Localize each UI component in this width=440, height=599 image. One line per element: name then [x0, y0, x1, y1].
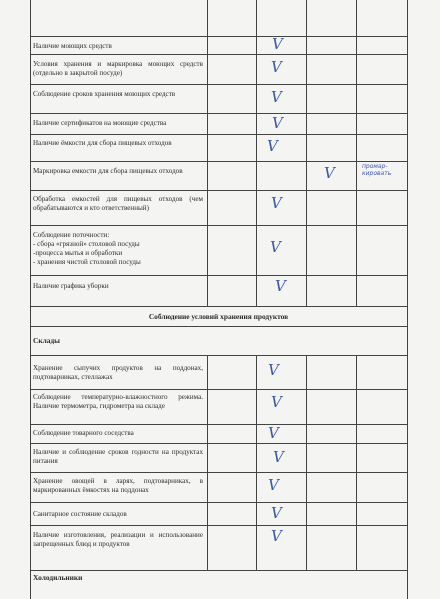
row-divider — [30, 570, 407, 571]
checklist-item-text: Наличие моющих средств — [33, 42, 112, 50]
checklist-item-text: Санитарное состояние складов — [33, 510, 127, 518]
checkmark: V — [268, 424, 279, 442]
row-divider — [30, 424, 407, 425]
checkmark: V — [271, 88, 282, 106]
column-divider — [356, 0, 357, 306]
checkmark: V — [271, 58, 282, 76]
row-divider — [30, 36, 407, 37]
checkmark: V — [272, 35, 283, 53]
subsection-title-warehouses: Склады — [33, 336, 60, 345]
checklist-item-text: Соблюдение товарного соседства — [33, 429, 134, 437]
column-divider — [256, 0, 257, 306]
row-divider — [30, 443, 407, 444]
checkmark: V — [273, 448, 284, 466]
column-divider — [256, 355, 257, 570]
row-divider — [30, 355, 407, 356]
column-divider — [207, 0, 208, 306]
checklist-item-text: Хранение овощей в ларях, подтоварниках, в маркированных ёмкостях на поддонах — [33, 477, 203, 494]
row-divider — [30, 134, 407, 135]
checklist-item-text: Условия хранения и маркировка моющих средств (отдельно в закрытой посуде) — [33, 60, 203, 77]
column-divider — [207, 355, 208, 570]
row-divider — [30, 502, 407, 503]
checkmark: V — [271, 393, 282, 411]
checkmark: V — [324, 164, 335, 182]
checkmark: V — [267, 137, 278, 155]
checklist-item-text: Наличие и соблюдение сроков годности на продуктах питания — [33, 448, 203, 465]
checklist-item-text: Соблюдение поточности: - сбора «грязной» столовой посуды -процесса мытья и обработки - хранения чистой столовой посуды — [33, 231, 141, 266]
checkmark: V — [271, 527, 282, 545]
checklist-item-text: Наличие графика уборки — [33, 282, 109, 290]
row-divider — [30, 275, 407, 276]
checklist-item-text: Обработка емкостей для пищевых отходов (чем обрабатываются и кто ответственный) — [33, 195, 203, 212]
row-divider — [30, 389, 407, 390]
row-divider — [30, 306, 407, 307]
checkmark: V — [272, 114, 283, 132]
row-divider — [30, 525, 407, 526]
row-divider — [30, 326, 407, 327]
checklist-item-text: Соблюдение сроков хранения моющих средств — [33, 90, 176, 98]
column-divider — [306, 355, 307, 570]
row-divider — [30, 225, 407, 226]
row-divider — [30, 472, 407, 473]
row-divider — [30, 84, 407, 85]
checkmark: V — [271, 194, 282, 212]
checklist-item-text: Маркировка емкости для сбора пищевых отходов — [33, 167, 183, 175]
row-divider — [30, 190, 407, 191]
row-divider — [30, 161, 407, 162]
checkmark: V — [270, 238, 281, 256]
handwritten-note: промар- кировать — [362, 163, 392, 177]
subsection-title-fridges: Холодильники — [33, 573, 83, 582]
row-divider — [30, 54, 407, 55]
table-right-border — [407, 0, 408, 599]
checkmark: V — [271, 504, 282, 522]
checkmark: V — [275, 277, 286, 295]
checkmark: V — [268, 361, 279, 379]
checklist-item-text: Соблюдение температурно-влажностного режима. Наличие термометра, гидрометра на складе — [33, 393, 203, 410]
column-divider — [356, 355, 357, 570]
checklist-item-text: Хранение сыпучих продуктов на поддонах, подтоварниках, стеллажах — [33, 364, 203, 381]
section-title: Соблюдение условий хранения продуктов — [148, 312, 289, 321]
checklist-item-text: Наличие изготовления, реализации и использование запрещенных блюд и продуктов — [33, 531, 203, 548]
column-divider — [306, 0, 307, 306]
checkmark: V — [268, 476, 279, 494]
row-divider — [30, 113, 407, 114]
checklist-item-text: Наличие сертификатов на моющие средства — [33, 119, 167, 127]
table-left-border — [30, 0, 31, 599]
checklist-item-text: Наличие ёмкости для сбора пищевых отходов — [33, 139, 172, 147]
